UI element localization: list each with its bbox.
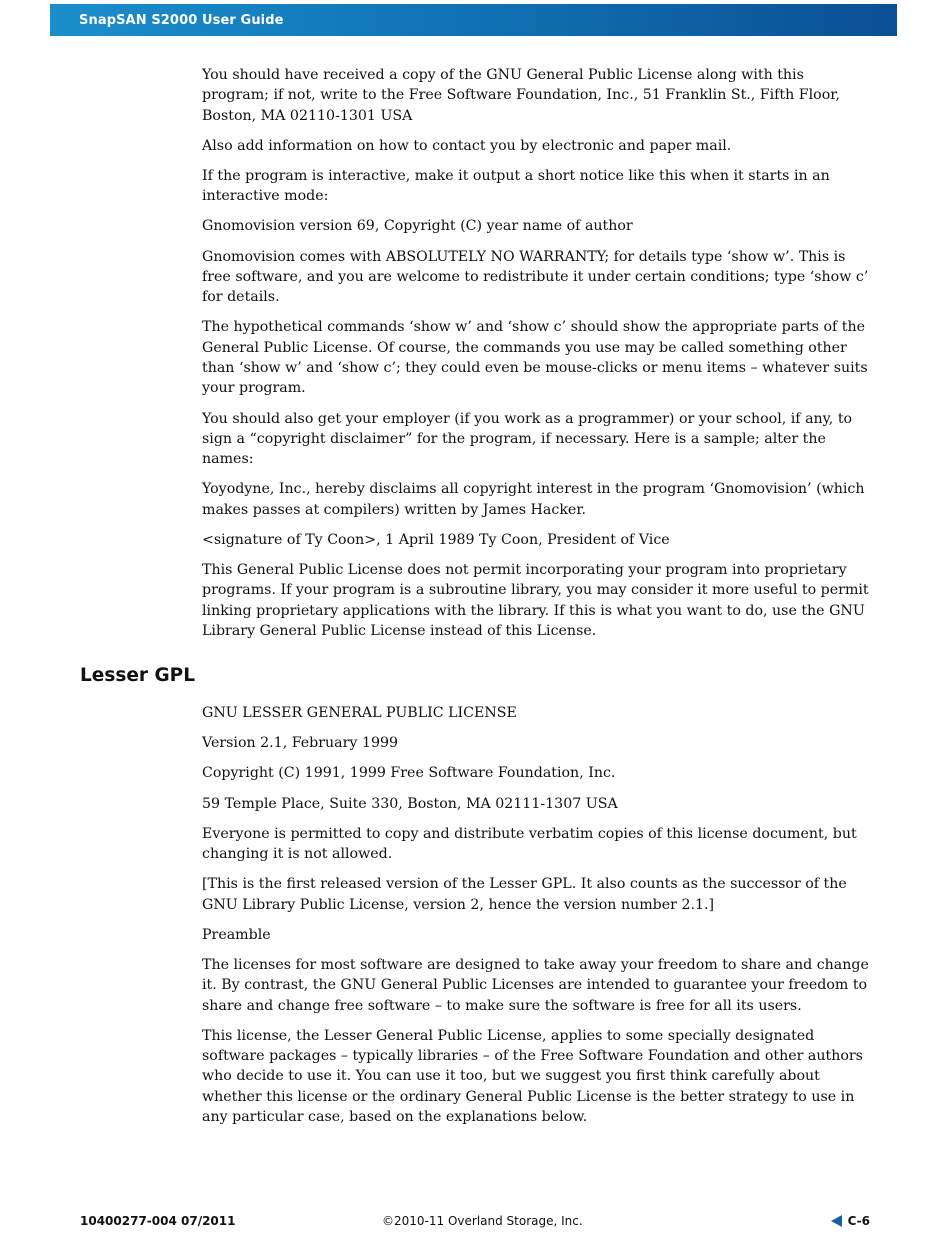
paragraph: Gnomovision comes with ABSOLUTELY NO WARRANTY; for details type ‘show w’. This is free software, and you are welcome to redistribute it under certain conditions; type ‘show c’ for details. bbox=[202, 248, 869, 306]
paragraph: GNU LESSER GENERAL PUBLIC LICENSE bbox=[202, 705, 517, 721]
paragraph: You should have received a copy of the GNU General Public License along with this program; if not, write to the Free Software Foundation, Inc., 51 Franklin St., Fifth Floor, Boston, MA 02110-1301 USA bbox=[202, 67, 840, 124]
paragraph: The licenses for most software are designed to take away your freedom to share and change it. By contrast, the GNU General Public Licenses are intended to guarantee your freedom to share and change free software – to make sure the software is free for all its users. bbox=[202, 956, 869, 1014]
back-arrow-icon[interactable] bbox=[831, 1215, 842, 1227]
paragraph: The hypothetical commands ‘show w’ and ‘show c’ should show the appropriate parts of the General Public License. Of course, the commands you use may be called something other than ‘show w’ and ‘show c’; they could even be mouse-clicks or menu items – whatever suits your program. bbox=[202, 319, 868, 397]
paragraph: This license, the Lesser General Public License, applies to some specially designated software packages – typically libraries – of the Free Software Foundation and other authors who decide to use it. You can use it too, but we suggest you first think carefully about whether this license or the ordinary General Public License is the better strategy to use in any particular case, based on the explanations below. bbox=[202, 1027, 863, 1125]
paragraph: [This is the first released version of the Lesser GPL. It also counts as the successor of the GNU Library Public License, version 2, hence the version number 2.1.] bbox=[202, 876, 847, 913]
document-number: 10400277-004 07/2011 bbox=[80, 1214, 236, 1228]
paragraph: Gnomovision version 69, Copyright (C) year name of author bbox=[202, 218, 633, 235]
lesser-gpl-body-text bbox=[202, 703, 874, 1137]
paragraph: You should also get your employer (if you work as a programmer) or your school, if any, to sign a “copyright disclaimer” for the program, if necessary. Here is a sample; alter the names: bbox=[202, 410, 853, 468]
paragraph: Everyone is permitted to copy and distribute verbatim copies of this license document, but changing it is not allowed. bbox=[202, 825, 857, 863]
gpl-body-text bbox=[202, 65, 874, 651]
header-bar bbox=[50, 4, 897, 36]
paragraph: <signature of Ty Coon>, 1 April 1989 Ty Coon, President of Vice bbox=[202, 531, 670, 548]
paragraph: Version 2.1, February 1999 bbox=[202, 735, 399, 752]
paragraph: Preamble bbox=[202, 926, 271, 943]
paragraph: 59 Temple Place, Suite 330, Boston, MA 02111-1307 USA bbox=[202, 795, 618, 812]
page-nav bbox=[831, 1214, 870, 1228]
paragraph: Also add information on how to contact you by electronic and paper mail. bbox=[202, 137, 732, 154]
paragraph: This General Public License does not permit incorporating your program into proprietary programs. If your program is a subroutine library, you may consider it more useful to permit linking proprietary applications with the library. If this is what you want to do, use the GNU Library General Public License instead of this License. bbox=[202, 561, 869, 639]
paragraph: Yoyodyne, Inc., hereby disclaims all copyright interest in the program ‘Gnomovision’ (which makes passes at compilers) written by James Hacker. bbox=[202, 481, 865, 518]
page-number: C-6 bbox=[847, 1214, 870, 1228]
document-title: SnapSAN S2000 User Guide bbox=[79, 12, 284, 28]
paragraph: If the program is interactive, make it output a short notice like this when it starts in an interactive mode: bbox=[202, 167, 830, 205]
section-heading-lesser-gpl: Lesser GPL bbox=[80, 665, 196, 686]
copyright-notice: ©2010-11 Overland Storage, Inc. bbox=[382, 1214, 583, 1228]
paragraph: Copyright (C) 1991, 1999 Free Software Foundation, Inc. bbox=[202, 765, 616, 782]
